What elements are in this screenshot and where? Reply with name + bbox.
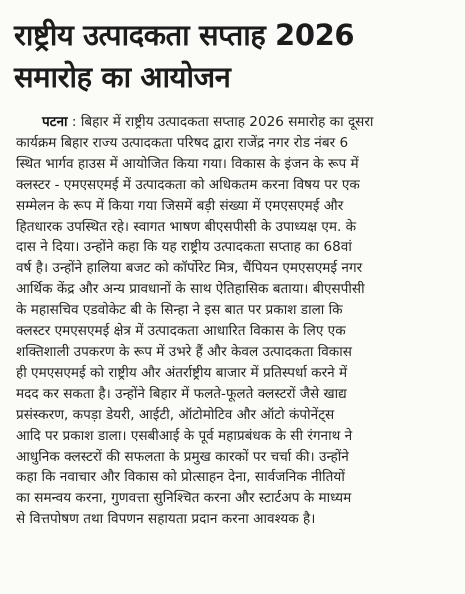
body-line-20: से वित्तपोषण तथा विपणन सहायता प्रदान करना आवश्यक है। <box>16 511 316 528</box>
body-line-6: हितधारक उपस्थित रहे। स्वागत भाषण बीएसपीसी के उपाध्यक्ष एम. के <box>16 218 357 235</box>
headline-line-2: समारोह का आयोजन <box>14 60 231 94</box>
body-line-18: कहा कि नवाचार और विकास को प्रोत्साहन देना, सार्वजनिक नीतियों <box>16 469 345 486</box>
article-body <box>16 112 452 530</box>
body-line-19: का समन्वय करना, गुणवत्ता सुनिश्चित करना और स्टार्टअप के माध्यम <box>16 490 352 507</box>
body-line-10: के महासचिव एडवोकेट बी के सिन्हा ने इस बात पर प्रकाश डाला कि <box>16 302 343 319</box>
body-line-4: क्लस्टर - एमएसएमई में उत्पादकता को अधिकतम करना विषय पर एक <box>16 176 360 193</box>
body-line-9: आर्थिक केंद्र और अन्य प्रावधानों के साथ ऐतिहासिक बताया। बीएसपीसी <box>16 281 365 298</box>
article-headline <box>14 14 454 98</box>
body-line-11: क्लस्टर एमएसएमई क्षेत्र में उत्पादकता आधारित विकास के लिए एक <box>16 323 346 340</box>
body-line-14: मदद कर सकता है। उन्होंने बिहार में फलते-फूलते क्लस्टरों जैसे खाद्य <box>16 385 347 402</box>
body-line-3: स्थित भार्गव हाउस में आयोजित किया गया। विकास के इंजन के रूप में <box>16 155 359 172</box>
headline-line-1: राष्ट्रीय उत्पादकता सप्ताह 2026 <box>14 18 355 52</box>
body-line-1-text: बिहार में राष्ट्रीय उत्पादकता सप्ताह 2026 समारोह का दूसरा <box>80 114 374 130</box>
body-line-2: कार्यक्रम बिहार राज्य उत्पादकता परिषद द्वारा राजेंद्र नगर रोड नंबर 6 <box>16 134 349 151</box>
body-line-7: दास ने दिया। उन्होंने कहा कि यह राष्ट्रीय उत्पादकता सप्ताह का 68वां <box>16 239 352 256</box>
body-line-17: आधुनिक क्लस्टरों की सफलता के प्रमुख कारकों पर चर्चा की। उन्होंने <box>16 448 349 465</box>
dateline: पटना <box>41 114 68 130</box>
body-line-12: शक्तिशाली उपकरण के रूप में उभरे हैं और केवल उत्पादकता विकास <box>16 343 352 360</box>
body-line-1 <box>16 112 452 133</box>
body-line-5: सम्मेलन के रूप में किया गया जिसमें बड़ी संख्या में एमएसएमई और <box>16 197 344 214</box>
body-line-13: ही एमएसएमई को राष्ट्रीय और अंतर्राष्ट्रीय बाजार में प्रतिस्पर्धा करने में <box>16 364 348 381</box>
body-line-8: वर्ष है। उन्होंने हालिया बजट को कॉर्पोरेट मित्र, चैंपियन एमएसएमई नगर <box>16 260 363 277</box>
body-line-15: प्रसंस्करण, कपड़ा डेयरी, आईटी, ऑटोमोटिव और ऑटो कंपोनेंट्स <box>16 406 335 423</box>
dateline-separator: : <box>67 114 81 130</box>
body-line-16: आदि पर प्रकाश डाला। एसबीआई के पूर्व महाप्रबंधक के सी रंगनाथ ने <box>16 427 353 444</box>
